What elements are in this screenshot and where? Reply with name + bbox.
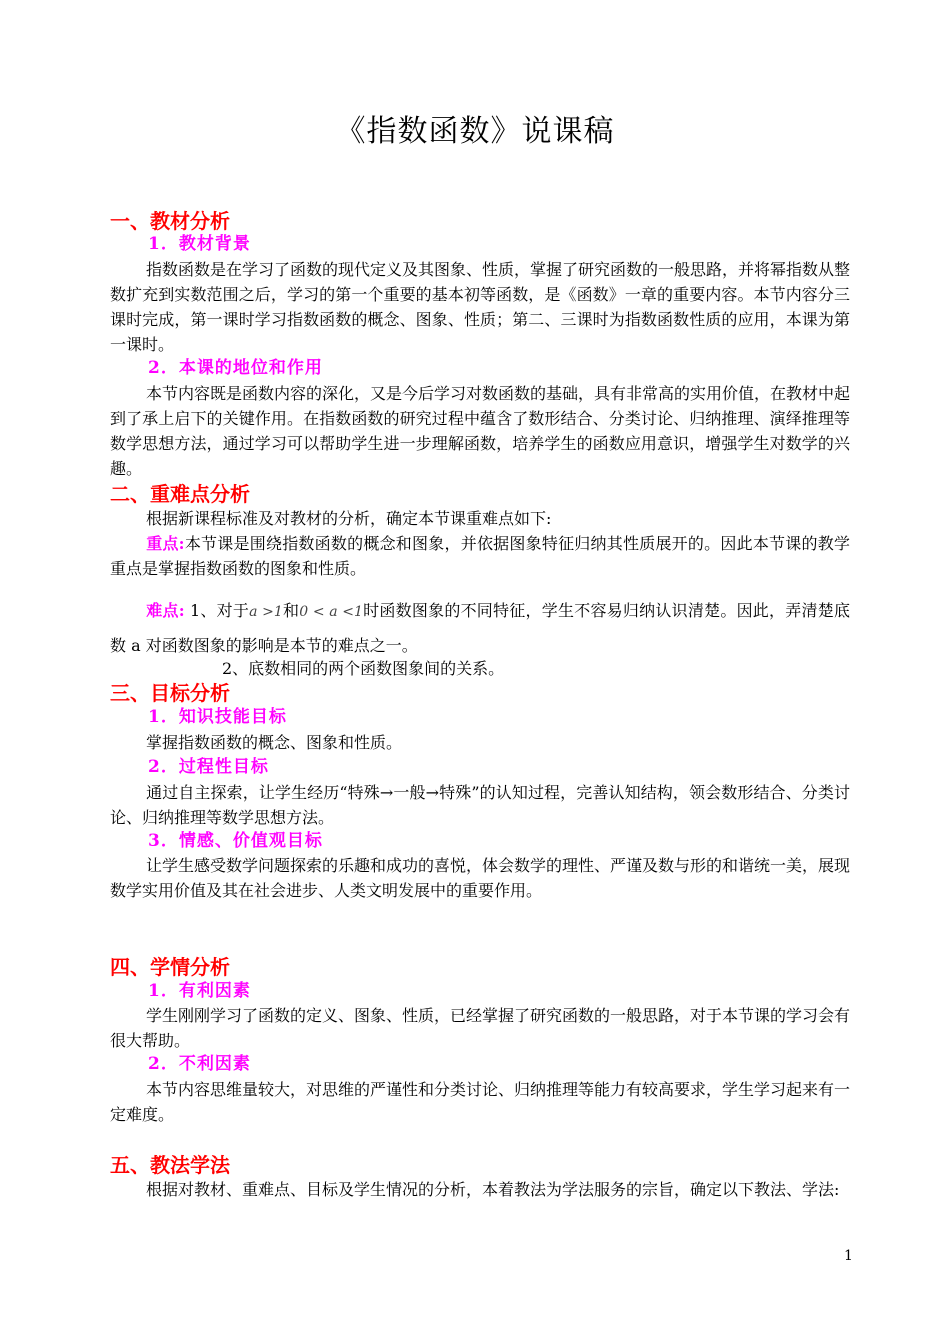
subheading-process-goal: 2．过程性目标: [148, 757, 269, 777]
section-heading-1: 一、教材分析: [110, 209, 230, 233]
section-heading-3: 三、目标分析: [110, 681, 230, 705]
paragraph-emotion-goal: 让学生感受数学问题探索的乐趣和成功的喜悦，体会数学的理性、严谨及数与形的和谐统一美，展现数学实用价值及其在社会进步、人类文明发展中的重要作用。: [110, 856, 851, 900]
section-heading-5: 五、教法学法: [110, 1153, 230, 1177]
difficult-point-label: 难点:: [146, 601, 185, 620]
paragraph-difficult-point: 难点: 1、对于a >1和0 < a <1时函数图象的不同特征，学生不容易归纳认识清楚。因此，弄清楚底数 a 对函数图象的影响是本节的难点之一。: [110, 601, 850, 655]
subheading-favorable-factors: 1．有利因素: [148, 981, 251, 1001]
math-a-between-0-1: 0 < a <1: [299, 604, 363, 620]
subheading-unfavorable-factors: 2．不利因素: [148, 1054, 251, 1074]
paragraph-knowledge-goal: 掌握指数函数的概念、图象和性质。: [146, 733, 403, 752]
page-number: 1: [844, 1248, 853, 1264]
subheading-textbook-background: 1．教材背景: [148, 234, 251, 254]
key-point-label: 重点:: [146, 534, 185, 553]
paragraph-unfavorable-factors: 本节内容思维量较大，对思维的严谨性和分类讨论、归纳推理等能力有较高要求，学生学习起来有一定难度。: [110, 1080, 851, 1124]
section-heading-2: 二、重难点分析: [110, 482, 250, 506]
paragraph-key-difficult-intro: 根据新课程标准及对教材的分析，确定本节课重难点如下:: [146, 509, 552, 528]
paragraph-teaching-methods: 根据对教材、重难点、目标及学生情况的分析，本着教法为学法服务的宗旨，确定以下教法、学法:: [146, 1180, 840, 1199]
document-title: 《指数函数》说课稿: [335, 114, 615, 149]
paragraph-difficult-point-2: 2、底数相同的两个函数图象间的关系。: [222, 659, 505, 678]
math-a-greater-1: a >1: [249, 604, 283, 620]
section-heading-4: 四、学情分析: [110, 955, 230, 979]
subheading-knowledge-goal: 1．知识技能目标: [148, 707, 287, 727]
paragraph-key-point: 重点:本节课是围绕指数函数的概念和图象，并依据图象特征归纳其性质展开的。因此本节课的教学重点是掌握指数函数的图象和性质。: [110, 534, 850, 578]
subheading-lesson-role: 2．本课的地位和作用: [148, 358, 323, 378]
paragraph-favorable-factors: 学生刚刚学习了函数的定义、图象、性质，已经掌握了研究函数的一般思路，对于本节课的学习会有很大帮助。: [110, 1006, 851, 1050]
paragraph-lesson-role: 本节内容既是函数内容的深化，又是今后学习对数函数的基础，具有非常高的实用价值，在教材中起到了承上启下的关键作用。在指数函数的研究过程中蕴含了数形结合、分类讨论、归纳推理、演绎推理等数学思想方法，通过学习可以帮助学生进一步理解函数，培养学生的函数应用意识，增强学生对数学的兴趣。: [110, 384, 851, 478]
paragraph-textbook-background: 指数函数是在学习了函数的现代定义及其图象、性质，掌握了研究函数的一般思路，并将幂指数从整数扩充到实数范围之后，学习的第一个重要的基本初等函数，是《函数》一章的重要内容。本节内容分三课时完成，第一课时学习指数函数的概念、图象、性质；第二、三课时为指数函数性质的应用，本课为第一课时。: [110, 260, 851, 354]
subheading-emotion-goal: 3．情感、价值观目标: [148, 831, 323, 851]
paragraph-process-goal: 通过自主探索，让学生经历“特殊→一般→特殊”的认知过程，完善认知结构，领会数形结合、分类讨论、归纳推理等数学思想方法。: [110, 783, 850, 827]
